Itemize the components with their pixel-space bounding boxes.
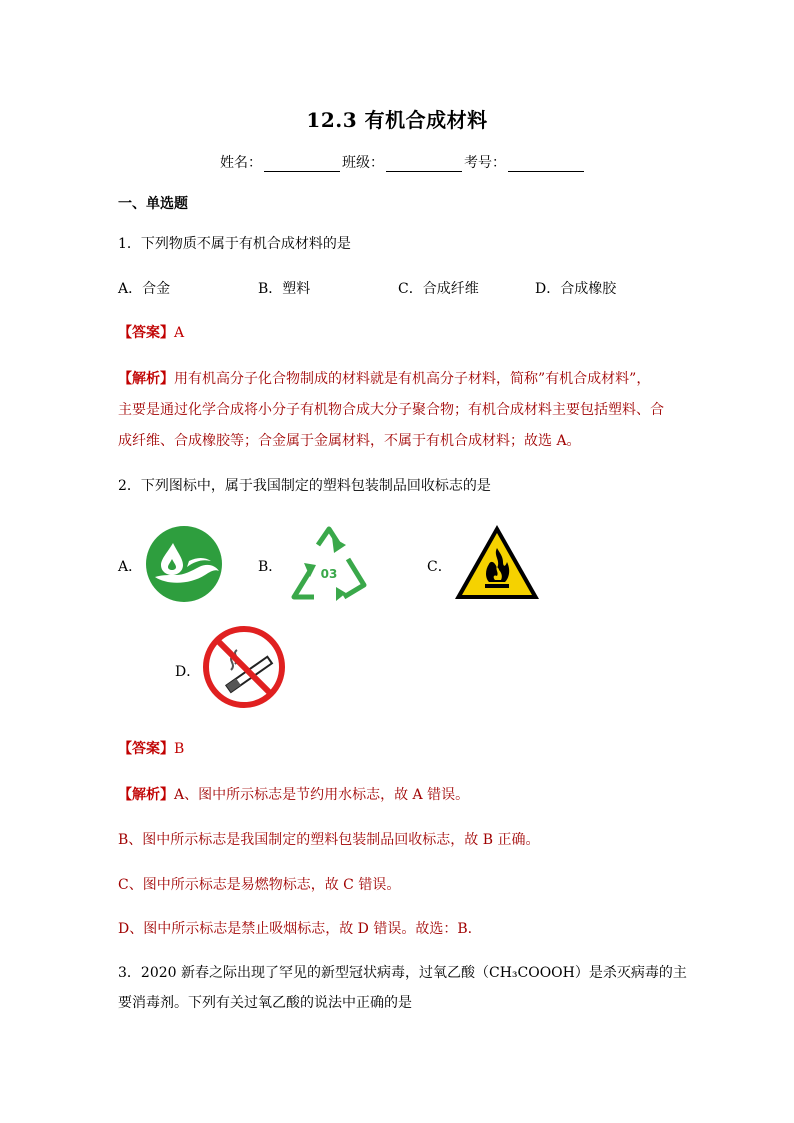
q2-option-a-label: A． <box>118 559 143 575</box>
student-info-line <box>220 152 586 172</box>
q1-option-d: D．合成橡胶 <box>535 281 617 297</box>
page-title: 12.3 有机合成材料 <box>306 108 488 132</box>
q2-analysis-line-1: 【解析】A、图中所示标志是节约用水标志，故 A 错误。 <box>118 787 470 803</box>
q2-option-c-label: C． <box>427 559 452 575</box>
question-3-stem-line-2: 要消毒剂。下列有关过氧乙酸的说法中正确的是 <box>118 995 412 1011</box>
class-blank[interactable] <box>386 155 462 172</box>
name-blank[interactable] <box>264 155 340 172</box>
q2-answer: B <box>174 741 185 757</box>
question-2-stem: 2．下列图标中，属于我国制定的塑料包装制品回收标志的是 <box>118 478 491 494</box>
water-saving-icon <box>145 525 223 603</box>
q1-analysis-line-3: 成纤维、合成橡胶等；合金属于金属材料，不属于有机合成材料；故选 A。 <box>118 433 581 449</box>
name-label: 姓名： <box>220 155 262 171</box>
q1-option-a: A．合金 <box>118 281 171 297</box>
answer-tag: 【答案】 <box>118 325 174 341</box>
q2-analysis-line-3: C、图中所示标志是易燃物标志，故 C 错误。 <box>118 877 401 893</box>
question-3-stem-line-1: 3．2020 新春之际出现了罕见的新型冠状病毒，过氧乙酸（CH₃COOOH）是杀灭病毒的主 <box>118 965 687 981</box>
analysis-tag: 【解析】 <box>118 787 174 803</box>
class-label: 班级： <box>342 155 384 171</box>
answer-tag: 【答案】 <box>118 741 174 757</box>
q2-answer-line <box>118 738 184 758</box>
question-1-stem: 1．下列物质不属于有机合成材料的是 <box>118 236 351 252</box>
exam-no-label: 考号： <box>464 155 506 171</box>
exam-no-blank[interactable] <box>508 155 584 172</box>
q2-option-d-label: D． <box>175 664 201 680</box>
q2-analysis-line-4: D、图中所示标志是禁止吸烟标志，故 D 错误。故选：B. <box>118 921 473 937</box>
q2-analysis-line-2: B、图中所示标志是我国制定的塑料包装制品回收标志，故 B 正确。 <box>118 832 540 848</box>
flammable-warning-icon <box>453 522 541 602</box>
q1-analysis-line-2: 主要是通过化学合成将小分子有机物合成大分子聚合物；有机合成材料主要包括塑料、合 <box>118 402 664 418</box>
no-smoking-icon <box>203 626 285 708</box>
q1-answer-line <box>118 322 184 342</box>
q2-option-b-label: B． <box>258 559 283 575</box>
q1-option-c: C．合成纤维 <box>398 281 479 297</box>
analysis-tag: 【解析】 <box>118 371 174 387</box>
plastic-recycling-icon <box>286 523 372 603</box>
section-heading: 一、单选题 <box>118 196 188 212</box>
recycle-code: 03 <box>320 567 338 581</box>
q1-analysis-line-1: 【解析】用有机高分子化合物制成的材料就是有机高分子材料，简称”有机合成材料”， <box>118 371 651 387</box>
q1-answer: A <box>174 325 185 341</box>
q1-option-b: B．塑料 <box>258 281 311 297</box>
